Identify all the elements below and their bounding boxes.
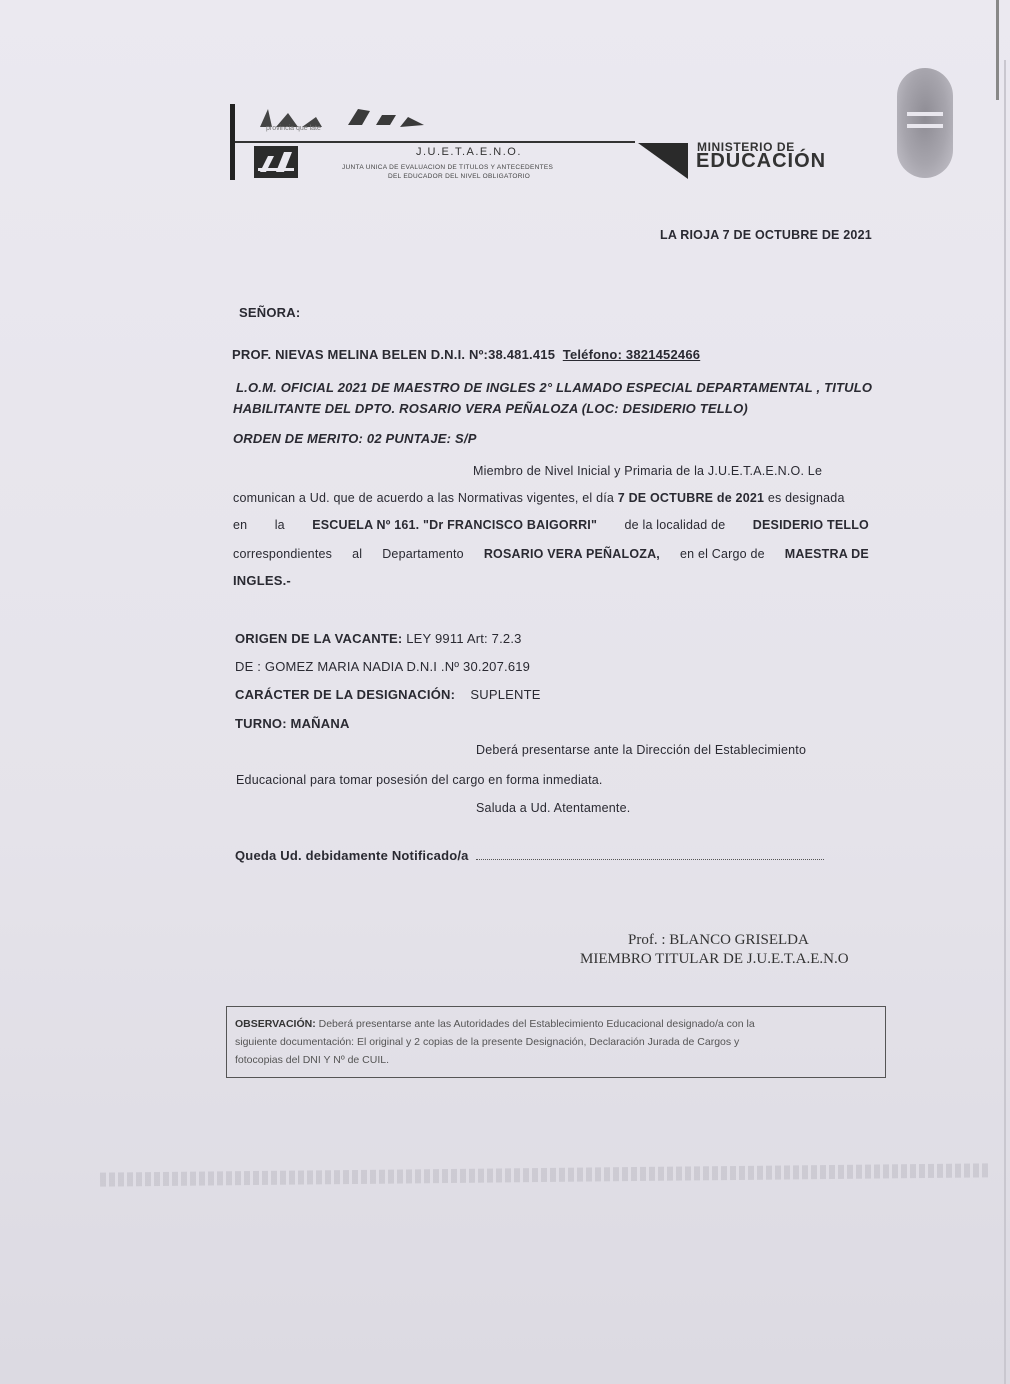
vacancy-origin-label: ORIGEN DE LA VACANTE: <box>235 631 407 646</box>
body-line-3 <box>233 518 869 532</box>
lom-line-2: HABILITANTE DEL DPTO. ROSARIO VERA PEÑALOZA (LOC: DESIDERIO TELLO) <box>233 401 748 416</box>
signer-name: Prof. : BLANCO GRISELDA <box>628 932 809 948</box>
signature-blank <box>476 849 824 860</box>
body-line-4-b: al <box>352 547 363 561</box>
shift: TURNO: MAÑANA <box>235 716 350 731</box>
bleed-through-line <box>100 1163 988 1186</box>
greeting: Saluda a Ud. Atentamente. <box>476 801 631 815</box>
observation-label: OBSERVACIÓN: <box>235 1018 316 1030</box>
position-name: MAESTRA DE <box>784 547 869 561</box>
salutation: SEÑORA: <box>239 305 301 320</box>
recipient-line <box>232 347 700 362</box>
notified-line <box>235 848 824 863</box>
org-full-name-line2: DEL EDUCADOR DEL NIVEL OBLIGATORIO <box>388 173 531 180</box>
ministry-emblem-icon <box>638 143 688 179</box>
previous-holder: DE : GOMEZ MARIA NADIA D.N.I .Nº 30.207.619 <box>235 659 531 674</box>
locality-name: DESIDERIO TELLO <box>752 518 869 532</box>
department-name: ROSARIO VERA PEÑALOZA, <box>483 547 660 561</box>
body-line-4-c: Departamento <box>382 547 464 561</box>
body-line-4-e: en el Cargo de <box>679 547 765 561</box>
presentation-line-1: Deberá presentarse ante la Dirección del Establecimiento <box>476 743 807 757</box>
designation-character <box>235 687 541 702</box>
body-line-3-locality: de la localidad de <box>624 518 726 532</box>
observation-line-3 <box>235 1050 877 1071</box>
observation-text-2: siguiente documentación: El original y 2 copias de la presente Designación, Declaración Jurada de Cargos y <box>235 1036 740 1048</box>
org-full-name-line1: JUNTA UNICA DE EVALUACION DE TITULOS Y ANTECEDENTES <box>342 164 554 171</box>
body-line-1: Miembro de Nivel Inicial y Primaria de la J.U.E.T.A.E.N.O. Le <box>473 464 823 478</box>
vacancy-origin-value: LEY 9911 Art: 7.2.3 <box>406 631 522 646</box>
body-line-2-text: comunican a Ud. que de acuerdo a las Normativas vigentes, el día <box>233 491 618 505</box>
ministry-line2: EDUCACIÓN <box>696 150 827 172</box>
paper-edge-far <box>1004 60 1006 1384</box>
juetaeno-emblem-icon <box>254 146 298 178</box>
recipient-phone: Teléfono: 3821452466 <box>562 347 701 362</box>
lom-line-1: L.O.M. OFICIAL 2021 DE MAESTRO DE INGLES 2° LLAMADO ESPECIAL DEPARTAMENTAL , TITULO <box>236 380 873 395</box>
body-line-2 <box>233 491 845 505</box>
logo-underline <box>235 141 635 143</box>
org-acronym: J.U.E.T.A.E.N.O. <box>416 146 522 158</box>
designation-character-label: CARÁCTER DE LA DESIGNACIÓN: <box>235 687 456 702</box>
letter-date: LA RIOJA 7 DE OCTUBRE DE 2021 <box>660 228 872 242</box>
recipient-name-dni: PROF. NIEVAS MELINA BELEN D.N.I. Nº:38.481.415 <box>232 347 556 362</box>
signer-role: MIEMBRO TITULAR DE J.U.E.T.A.E.N.O <box>580 951 849 967</box>
merit-line: ORDEN DE MERITO: 02 PUNTAJE: S/P <box>233 431 477 446</box>
punch-hole-shape <box>897 68 953 178</box>
observation-text-1: Deberá presentarse ante las Autoridades del Establecimiento Educacional designado/a con la <box>315 1018 755 1030</box>
presentation-line-2: Educacional para tomar posesión del cargo en forma inmediata. <box>236 773 603 787</box>
designation-character-value: SUPLENTE <box>470 687 541 702</box>
body-line-2-end: es designada <box>764 491 845 505</box>
ministry-line1: MINISTERIO DE <box>697 140 795 154</box>
body-line-3-en: en <box>233 518 248 532</box>
body-line-5: INGLES.- <box>233 573 291 588</box>
paper-edge-right <box>996 0 999 100</box>
designation-date: 7 DE OCTUBRE de 2021 <box>617 491 765 505</box>
body-line-3-la: la <box>274 518 285 532</box>
observation-text-3: fotocopias del DNI Y Nº de CUIL. <box>235 1054 390 1066</box>
vacancy-origin <box>235 631 522 646</box>
observation-box <box>226 1006 886 1078</box>
notified-label: Queda Ud. debidamente Notificado/a <box>235 848 469 863</box>
school-name: ESCUELA Nº 161. "Dr FRANCISCO BAIGORRI" <box>312 518 598 532</box>
logo-tagline: provincia que late <box>266 125 321 132</box>
body-line-4-a: correspondientes <box>233 547 333 561</box>
body-line-4 <box>233 547 869 561</box>
